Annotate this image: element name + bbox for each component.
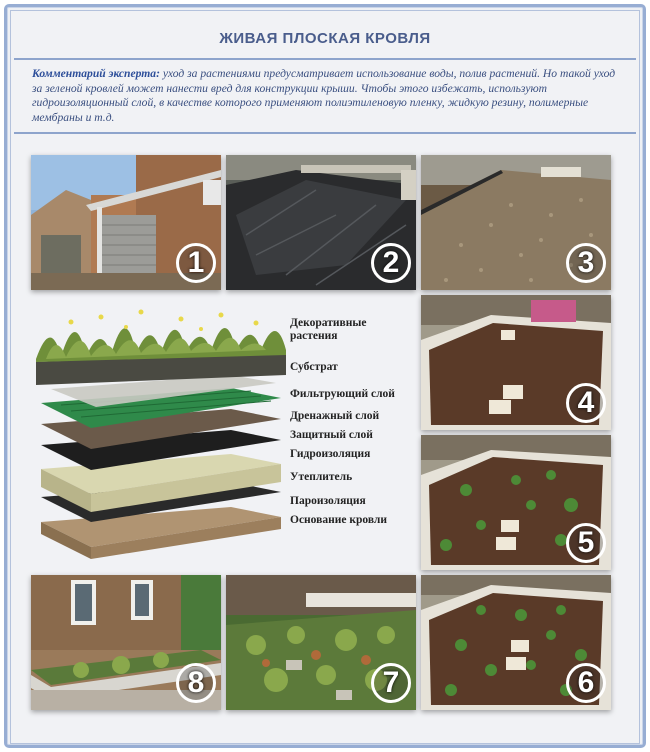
layer-label-plants: Декоративные растения xyxy=(290,317,367,342)
photo-4-number: 4 xyxy=(566,383,606,423)
photo-4 xyxy=(421,295,611,430)
photo-2 xyxy=(226,155,416,290)
photo-5 xyxy=(421,435,611,570)
title-divider xyxy=(14,58,636,60)
expert-comment xyxy=(32,67,616,125)
photo-1 xyxy=(31,155,221,290)
layer-label-protective: Защитный слой xyxy=(290,429,373,441)
layer-label-filter: Фильтрующий слой xyxy=(290,388,395,400)
photo-6 xyxy=(421,575,611,710)
photo-5-number: 5 xyxy=(566,523,606,563)
photo-7-number: 7 xyxy=(371,663,411,703)
roof-layers-diagram xyxy=(31,297,416,572)
layer-label-substrate: Субстрат xyxy=(290,361,338,373)
photo-3-number: 3 xyxy=(566,243,606,283)
photo-2-number: 2 xyxy=(371,243,411,283)
photo-8 xyxy=(31,575,221,710)
expert-comment-label: Комментарий эксперта: xyxy=(32,67,160,80)
layer-label-vapor: Пароизоляция xyxy=(290,495,366,507)
layer-label-insulation: Утеплитель xyxy=(290,471,353,483)
expert-comment-text: уход за растениями предусматривает использование воды, полив растений. Но такой уход за зеленой кровлей может нанести вред для конструкции крыши. Чтобы этого избежать, используют гидроизоляционный слой, в качестве которого применяют полиэтиленовую пленку, жидкую резину, полимерные мембраны и т.д. xyxy=(32,67,616,124)
layer-plants xyxy=(36,310,286,363)
photo-1-number: 1 xyxy=(176,243,216,283)
comment-divider xyxy=(14,132,636,134)
photo-7 xyxy=(226,575,416,710)
page-title: ЖИВАЯ ПЛОСКАЯ КРОВЛЯ xyxy=(219,30,431,47)
photo-3 xyxy=(421,155,611,290)
photo-6-number: 6 xyxy=(566,663,606,703)
layer-label-waterproofing: Гидроизоляция xyxy=(290,448,371,460)
layer-label-drainage: Дренажный слой xyxy=(290,410,380,422)
layer-label-base: Основание кровли xyxy=(290,514,387,526)
photo-8-number: 8 xyxy=(176,663,216,703)
